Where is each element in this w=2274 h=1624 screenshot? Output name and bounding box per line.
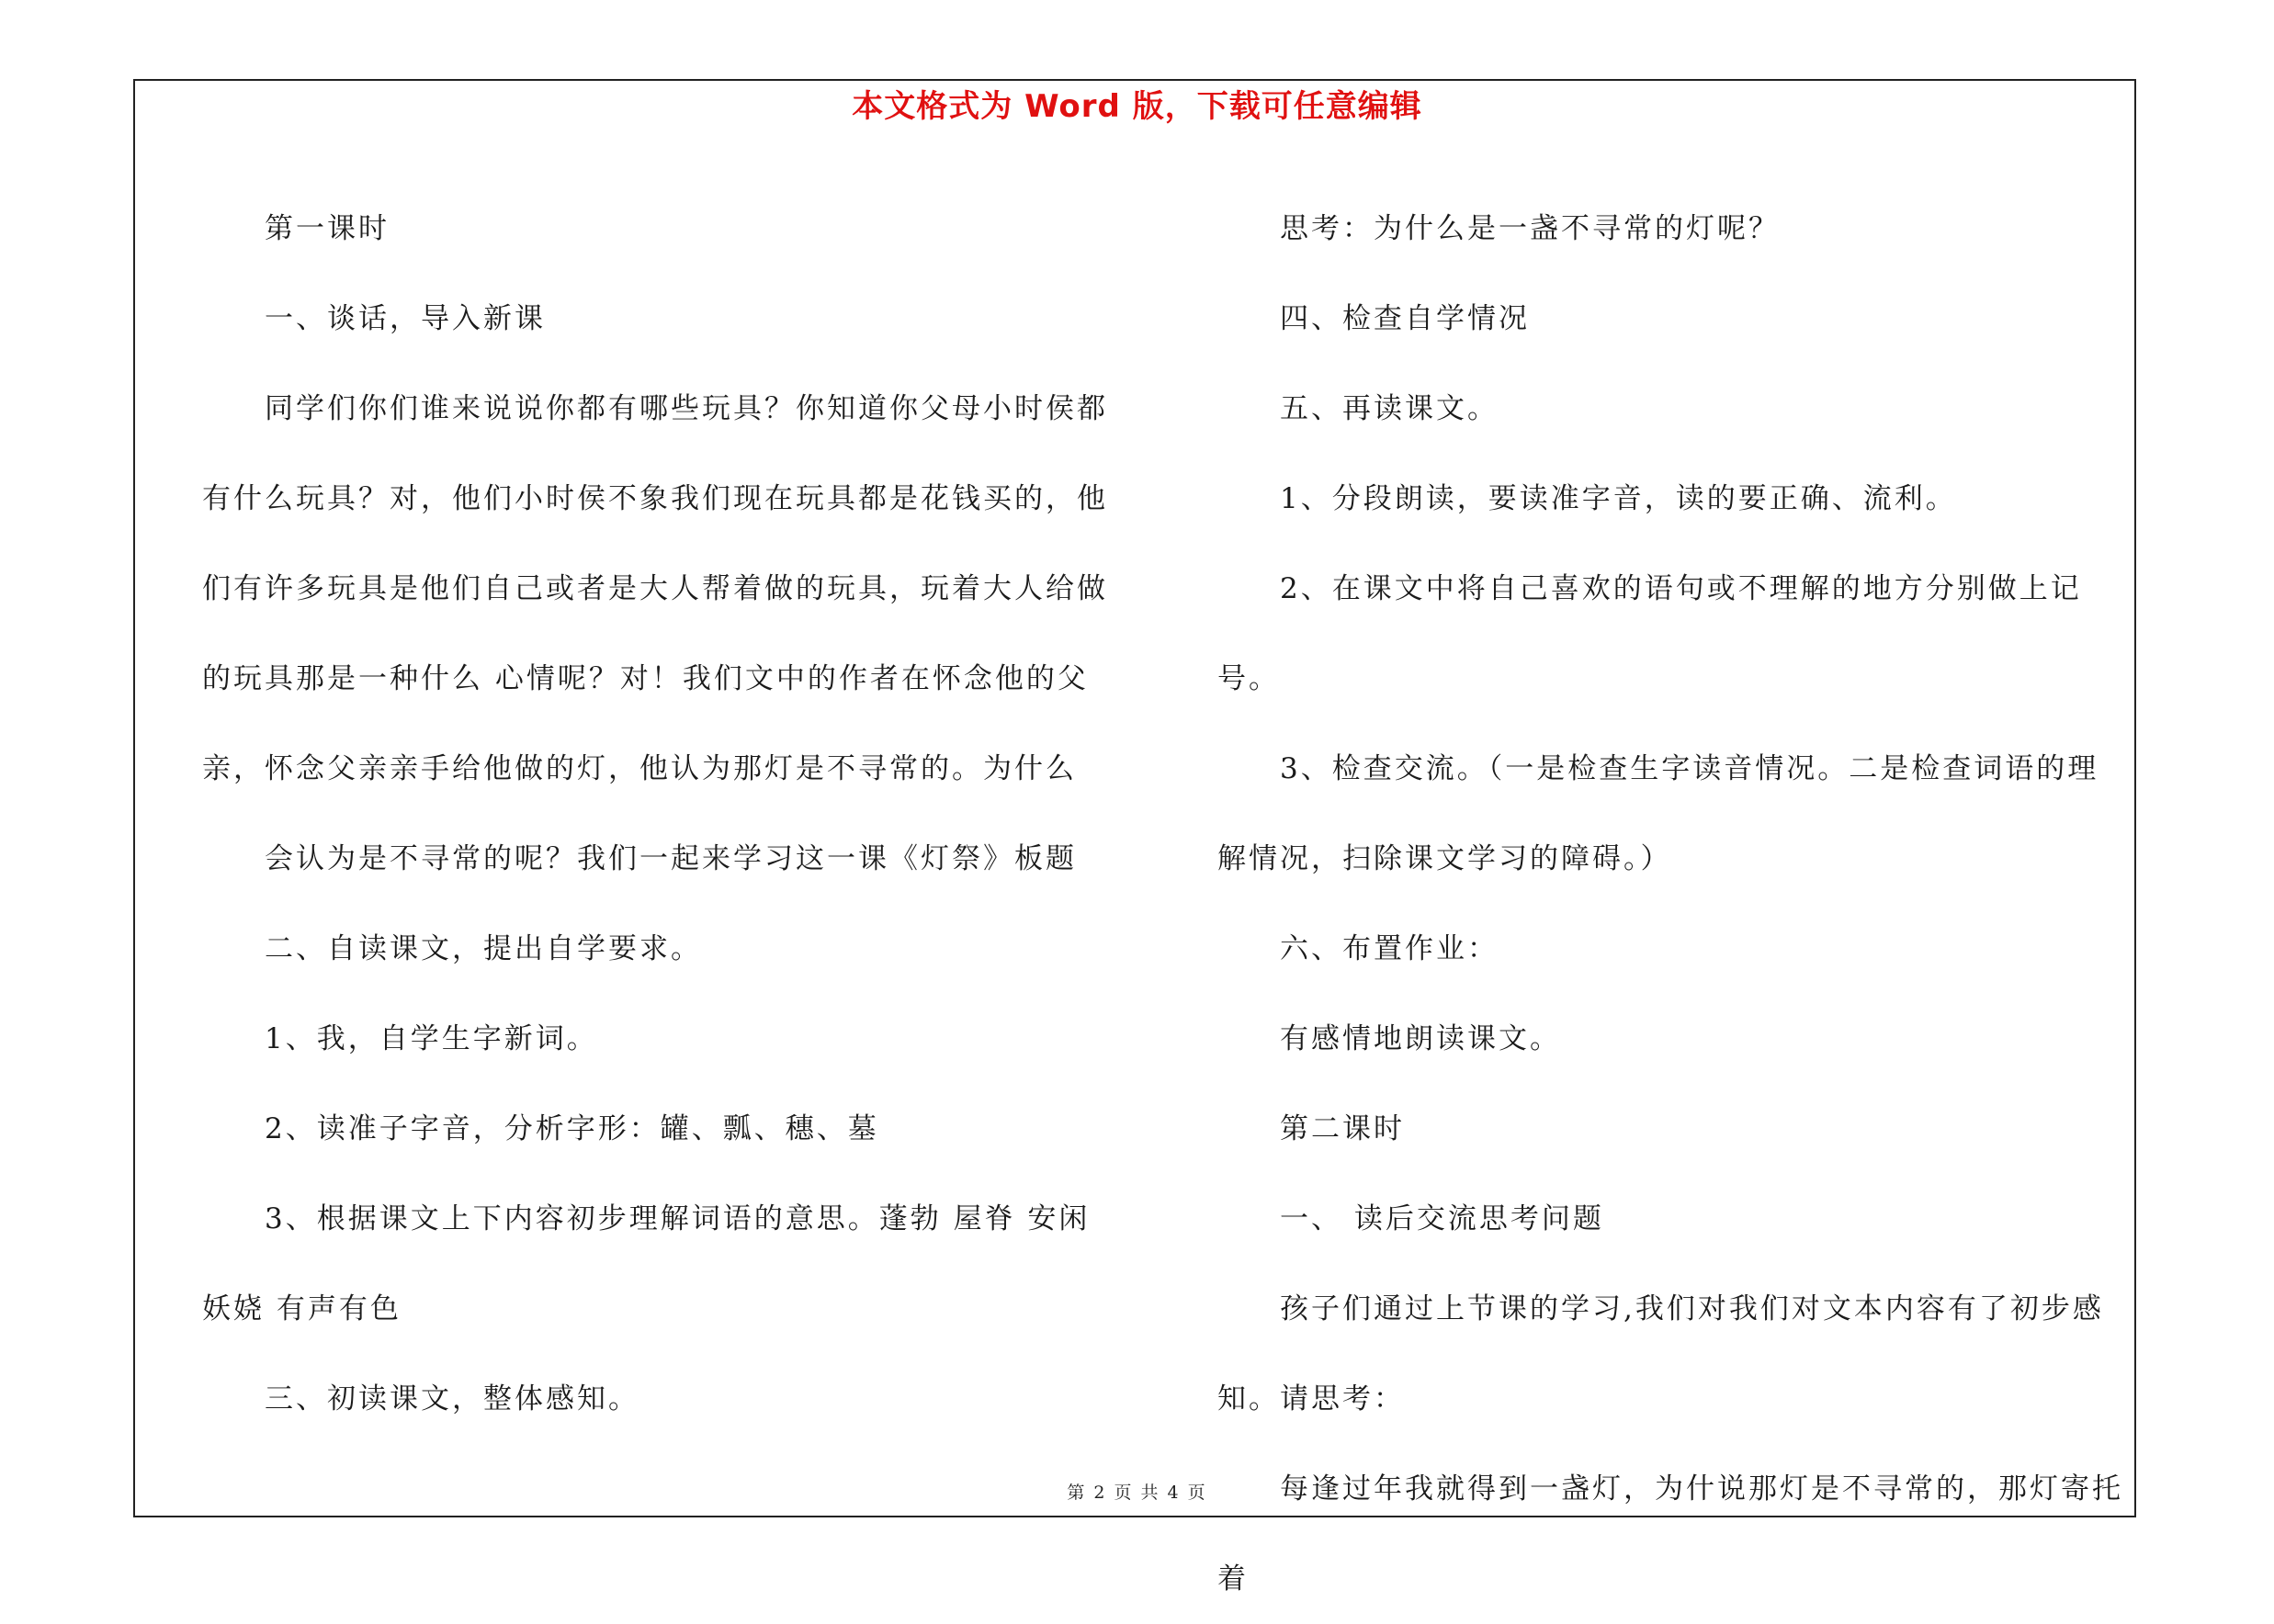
paragraph: 三、初读课文，整体感知。 (265, 1382, 639, 1415)
right-column (1217, 184, 2127, 1624)
paragraph: 一、谈话，导入新课 (265, 302, 546, 335)
paragraph: 会认为是不寻常的呢？我们一起来学习这一课《灯祭》板题 (265, 842, 1077, 875)
format-banner: 本文格式为 Word 版，下载可任意编辑 (852, 88, 1422, 125)
paragraph: 六、布置作业： (1280, 932, 1499, 965)
paragraph: 四、检查自学情况 (1280, 302, 1530, 335)
paragraph: 3、检查交流。（一是检查生字读音情况。二是检查词语的理解情况，扫除课文学习的障碍。） (1217, 752, 2099, 875)
paragraph: 第二课时 (1280, 1112, 1405, 1145)
paragraph: 有感情地朗读课文。 (1280, 1022, 1561, 1055)
paragraph: 第一课时 (265, 212, 390, 245)
paragraph: 2、在课文中将自己喜欢的语句或不理解的地方分别做上记号。 (1217, 572, 2082, 695)
paragraph: 五、再读课文。 (1280, 392, 1499, 425)
paragraph: 孩子们通过上节课的学习,我们对我们对文本内容有了初步感知。请思考： (1217, 1292, 2104, 1415)
paragraph: 二、自读课文，提出自学要求。 (265, 932, 702, 965)
paragraph: 每逢过年我就得到一盏灯，为什说那灯是不寻常的，那灯寄托着 (1217, 1472, 2123, 1596)
paragraph: 同学们你们谁来说说你都有哪些玩具？你知道你父母小时侯都有什么玩具？对，他们小时侯不象我们现在玩具都是花钱买的，他们有许多玩具是他们自己或者是大人帮着做的玩具，玩着大人给做的玩具那是一种什么 心情呢？对！我们文中的作者在怀念他的父亲，怀念父亲亲手给他做的灯，他认为那灯是不寻常的。为什么 (202, 392, 1108, 785)
paragraph: 一、 读后交流思考问题 (1280, 1202, 1604, 1235)
left-column (202, 184, 1121, 1444)
paragraph: 2、读准子字音，分析字形：罐、瓢、穗、墓 (265, 1112, 879, 1145)
paragraph: 1、分段朗读，要读准字音，读的要正确、流利。 (1280, 482, 1957, 515)
paragraph: 3、根据课文上下内容初步理解词语的意思。蓬勃 屋脊 安闲妖娆 有声有色 (202, 1202, 1091, 1325)
page-number: 第 2 页 共 4 页 (1067, 1483, 1207, 1503)
paragraph: 思考：为什么是一盏不寻常的灯呢？ (1280, 212, 1780, 245)
paragraph: 1、我，自学生字新词。 (265, 1022, 598, 1055)
